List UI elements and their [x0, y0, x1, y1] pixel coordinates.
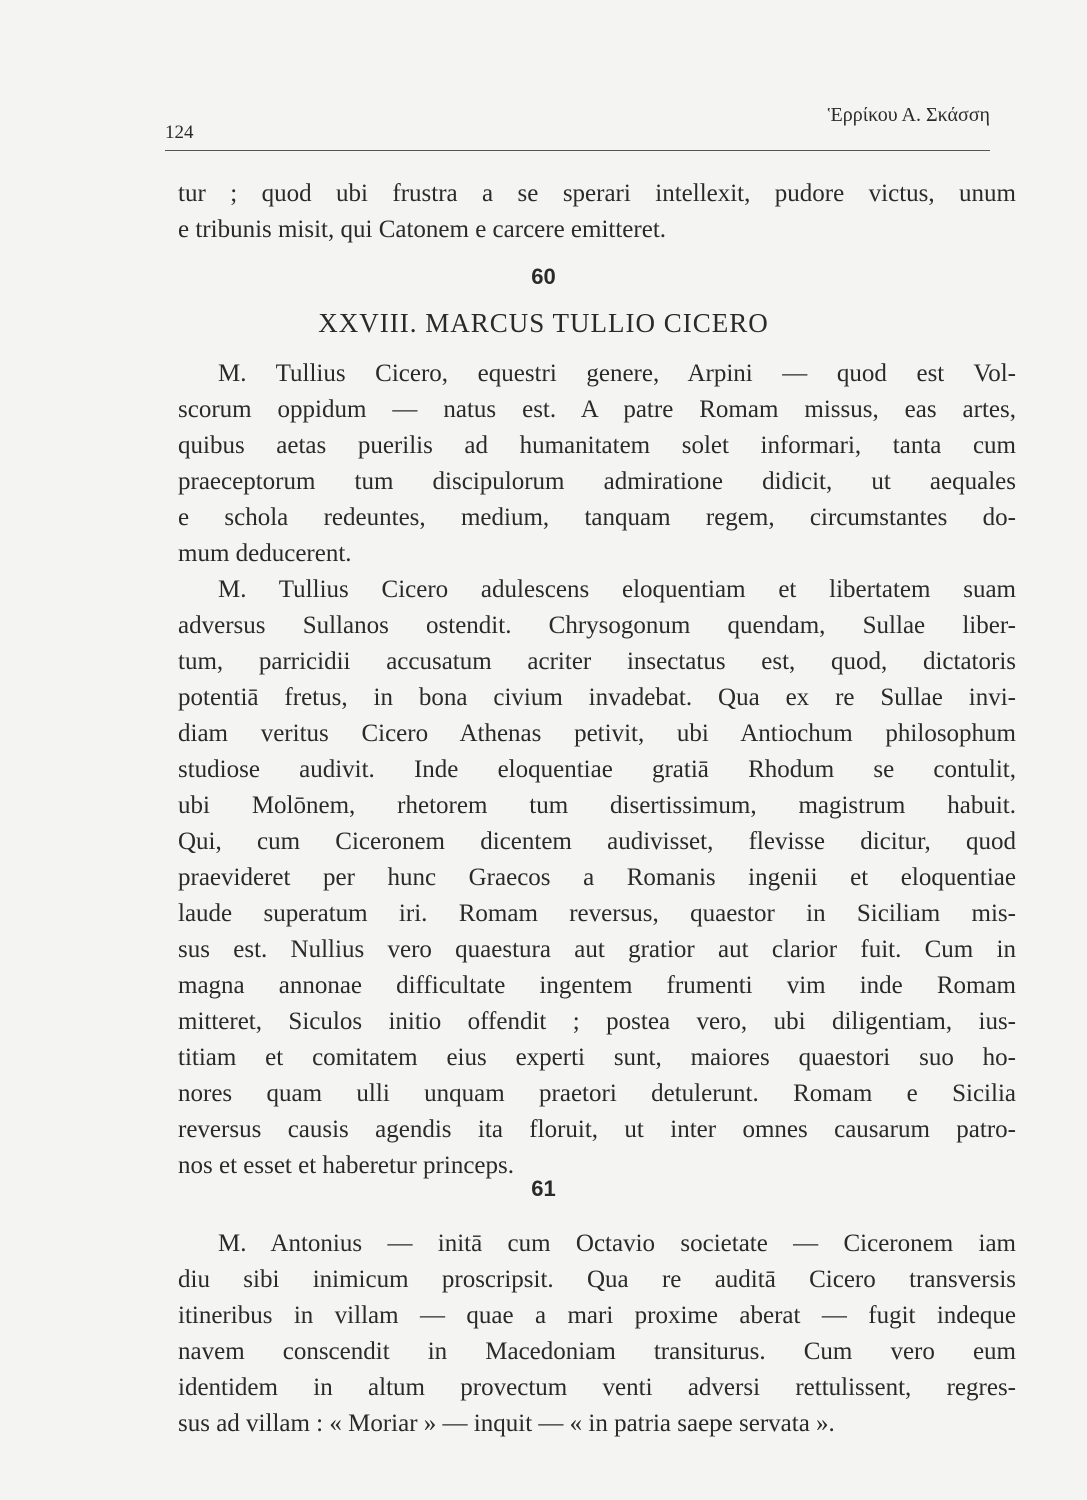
section-number-61: 61	[531, 1176, 556, 1201]
page-number: 124	[165, 122, 194, 143]
text-line: M. Antonius — initā cum Octavio societate — Ciceronem iam	[218, 1230, 1016, 1257]
text-line: praevideret per hunc Graecos a Romanis ingenii et eloquentiae	[178, 864, 1016, 891]
text-line: M. Tullius Cicero adulescens eloquentiam et libertatem suam	[218, 576, 1016, 603]
text-line: nores quam ulli unquam praetori detulerunt. Romam e Sicilia	[178, 1080, 1016, 1107]
text-line: mitteret, Siculos initio offendit ; postea vero, ubi diligentiam, ius-	[178, 1008, 1016, 1035]
chapter-title: XXVIII. MARCUS TULLIO CICERO	[318, 308, 769, 338]
text-line: studiose audivit. Inde eloquentiae gratiā Rhodum se contulit,	[178, 756, 1016, 783]
text-line: mum deducerent.	[178, 540, 352, 567]
text-line: quibus aetas puerilis ad humanitatem solet informari, tanta cum	[178, 432, 1016, 459]
text-line: e schola redeuntes, medium, tanquam regem, circumstantes do-	[178, 504, 1016, 531]
text-line: laude superatum iri. Romam reversus, quaestor in Siciliam mis-	[178, 900, 1016, 927]
text-line: tum, parricidii accusatum acriter insectatus est, quod, dictatoris	[178, 648, 1016, 675]
text-line: itineribus in villam — quae a mari proxime aberat — fugit indeque	[178, 1302, 1016, 1329]
text-line: identidem in altum provectum venti adversi rettulissent, regres-	[178, 1374, 1016, 1401]
text-line: ubi Molōnem, rhetorem tum disertissimum, magistrum habuit.	[178, 792, 1016, 819]
text-line: adversus Sullanos ostendit. Chrysogonum quendam, Sullae liber-	[178, 612, 1016, 639]
page-header	[165, 100, 990, 151]
text-line: navem conscendit in Macedoniam transiturus. Cum vero eum	[178, 1338, 1016, 1365]
text-line: reversus causis agendis ita floruit, ut inter omnes causarum patro-	[178, 1116, 1016, 1143]
text-line: titiam et comitatem eius experti sunt, maiores quaestori suo ho-	[178, 1044, 1016, 1071]
text-line: e tribunis misit, qui Catonem e carcere emitteret.	[178, 216, 667, 243]
text-line: diam veritus Cicero Athenas petivit, ubi Antiochum philosophum	[178, 720, 1016, 747]
text-line: magna annonae difficultate ingentem frumenti vim inde Romam	[178, 972, 1016, 999]
section-60-text	[178, 356, 1016, 1184]
text-line: sus ad villam : « Moriar » — inquit — « in patria saepe servata ».	[178, 1410, 835, 1437]
text-line: tur ; quod ubi frustra a se sperari intellexit, pudore victus, unum	[178, 180, 1016, 207]
text-line: scorum oppidum — natus est. A patre Romam missus, eas artes,	[178, 396, 1016, 423]
text-line: Qui, cum Ciceronem dicentem audivisset, flevisse dicitur, quod	[178, 828, 1016, 855]
text-line: M. Tullius Cicero, equestri genere, Arpini — quod est Vol-	[218, 360, 1016, 387]
text-line: praeceptorum tum discipulorum admiratione didicit, ut aequales	[178, 468, 1016, 495]
text-line: potentiā fretus, in bona civium invadebat. Qua ex re Sullae invi-	[178, 684, 1016, 711]
text-line: diu sibi inimicum proscripsit. Qua re auditā Cicero transversis	[178, 1266, 1016, 1293]
section-61-text	[178, 1226, 1016, 1442]
continuation-text	[178, 176, 1016, 248]
text-line: nos et esset et haberetur princeps.	[178, 1152, 514, 1179]
section-number-60: 60	[531, 264, 556, 289]
running-head: Ἑρρίκου Α. Σκάσση	[827, 104, 990, 126]
text-line: sus est. Nullius vero quaestura aut gratior aut clarior fuit. Cum in	[178, 936, 1016, 963]
